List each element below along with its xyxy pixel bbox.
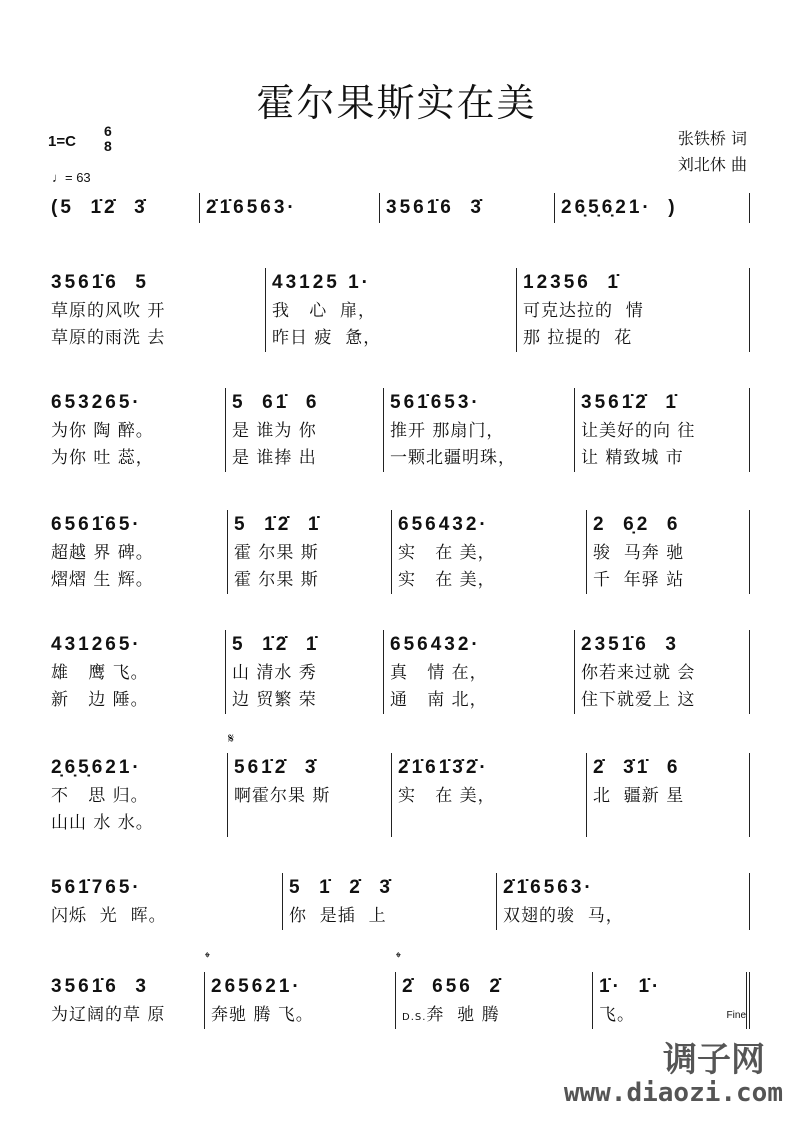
measure (575, 388, 750, 472)
measure-notes: 3561̇2̇ 1̇ (581, 392, 679, 413)
measure (587, 510, 750, 594)
watermark-url: www.diaozi.com (563, 1078, 783, 1108)
measure-notes: 2̇ 3̇1̇ 6 (593, 757, 681, 778)
key-signature: 1=C (48, 133, 76, 150)
score-system (45, 510, 750, 594)
lyric-verse-2: 霍 尔果 斯 (234, 570, 319, 590)
lyric-verse-1: 奔驰 腾 飞。 (211, 1005, 314, 1025)
lyric-verse-2 (593, 810, 749, 837)
measure (205, 950, 396, 1029)
measure (575, 630, 750, 714)
measure-notes: 2̇1̇61̇3̇2̇· (398, 757, 489, 778)
lyric-verse-2: 草原的雨洗 去 (51, 328, 166, 348)
measure (283, 873, 497, 930)
measure-notes: 2̇ 656 2̇ (402, 976, 503, 997)
measure (45, 873, 283, 930)
measure (45, 510, 228, 594)
measure-notes: 656432· (398, 514, 489, 535)
score-system (45, 388, 750, 472)
measure-notes: 5 1̇ 2̇ 3̇ (289, 877, 393, 898)
lyric-verse-1: 骏 马奔 驰 (593, 543, 685, 563)
measure (384, 630, 575, 714)
measure-notes: 12356 1̇ (523, 272, 621, 293)
lyric-verse-1: 草原的风吹 开 (51, 301, 166, 321)
measure (517, 268, 750, 352)
measure (228, 731, 392, 837)
measure-notes: 6561̇65· (51, 514, 142, 535)
lyric-verse-2: 山山 水 水。 (51, 813, 154, 833)
measure-notes: 5 1̇2̇ 1̇ (234, 514, 322, 535)
measure (593, 972, 750, 1029)
lyric-verse-2 (398, 810, 586, 837)
lyric-verse-1: 超越 界 碑。 (51, 543, 154, 563)
fine-marking: Fine (726, 1010, 746, 1021)
measure-notes: 653265· (51, 392, 142, 413)
time-sig-bottom: 8 (104, 138, 112, 154)
measure (384, 388, 575, 472)
measure (45, 972, 205, 1029)
lyric-verse-2: 实 在 美， (398, 570, 496, 590)
time-sig-top: 6 (104, 123, 112, 139)
lyric-text: 奔 驰 腾 (426, 1005, 500, 1025)
score-system (45, 193, 750, 223)
lyric-verse-2: 住下就爱上 这 (581, 690, 696, 710)
lyric-verse-2: 那 拉提的 花 (523, 328, 633, 348)
lyric-verse-2: 是 谁捧 出 (232, 448, 317, 468)
lyric-verse-2: 为你 吐 蕊， (51, 448, 154, 468)
watermark-logo: 调子网 (663, 1040, 765, 1080)
measure (555, 193, 750, 223)
lyric-verse-1: 飞。 (599, 1005, 635, 1025)
measure (228, 510, 392, 594)
measure-notes: 3561̇6 5 (51, 272, 149, 293)
measure (392, 753, 587, 837)
measure-notes: 5 1̇2̇ 1̇ (232, 634, 320, 655)
segno-icon: 𝄋 (228, 731, 235, 747)
measure-notes: 431265· (51, 634, 142, 655)
dal-segno-marking: D.S. (402, 1012, 427, 1023)
lyric-verse-2: 一颗北疆明珠， (390, 448, 516, 468)
measure (497, 873, 750, 930)
lyric-verse-1: 实 在 美， (398, 543, 496, 563)
measure-notes: 5 61̇ 6 (232, 392, 320, 413)
song-title: 霍尔果斯实在美 (256, 81, 537, 125)
measure-notes: 561̇653· (390, 392, 481, 413)
score-system (45, 630, 750, 714)
tempo-marking: ♩= 63 (52, 170, 91, 185)
lyric-verse-1: 推开 那扇门， (390, 421, 505, 441)
lyric-verse-1: 真 情 在， (390, 663, 488, 683)
lyric-verse-1: 可克达拉的 情 (523, 301, 644, 321)
score-system (45, 268, 750, 352)
measure (200, 193, 380, 223)
composer: 刘北休 曲 (677, 155, 747, 174)
lyric-verse-1: 不 思 归。 (51, 786, 149, 806)
lyric-verse-1: 为辽阔的草 原 (51, 1005, 166, 1025)
lyric-verse-2: 让 精致城 市 (581, 448, 684, 468)
coda-icon: 𝄌 (205, 950, 210, 966)
measure (45, 268, 266, 352)
measure (45, 630, 226, 714)
lyric-verse-2: 昨日 疲 惫， (272, 328, 382, 348)
coda-icon: 𝄌 (396, 950, 401, 966)
score-system (45, 873, 750, 930)
lyric-verse-2 (234, 810, 391, 837)
lyric-verse-1: 你 是插 上 (289, 906, 387, 926)
measure-notes: 3561̇6 3 (51, 976, 149, 997)
time-signature (104, 124, 112, 154)
lyric-verse-1 (402, 1002, 592, 1029)
measure (45, 193, 200, 223)
credits (678, 126, 747, 178)
measure-notes: (5 1̇2̇ 3̇ (51, 197, 148, 218)
measure (45, 388, 226, 472)
measure (226, 388, 384, 472)
measure (45, 753, 228, 837)
measure-notes: 656432· (390, 634, 481, 655)
lyric-verse-1: 啊霍尔果 斯 (234, 786, 331, 806)
measure-notes: 26̣5̣6̣21· ) (561, 197, 678, 218)
measure-notes: 2̇1̇6563· (503, 877, 594, 898)
measure-notes: 3561̇6 3̇ (386, 197, 484, 218)
measure-notes: 265621· (211, 976, 302, 997)
measure (380, 193, 555, 223)
measure-notes: 2̇1̇6563· (206, 197, 297, 218)
measure-notes: 2̣6̣5̣621· (51, 757, 142, 778)
measure-notes: 1̇· 1̇· (599, 976, 662, 997)
lyric-verse-1: 让美好的向 往 (581, 421, 696, 441)
lyricist: 张铁桥 词 (677, 129, 747, 148)
measure (266, 268, 517, 352)
lyric-verse-1: 雄 鹰 飞。 (51, 663, 149, 683)
measure-notes: 561̇2̇ 3̇ (234, 757, 319, 778)
lyric-verse-1: 双翅的骏 马， (503, 906, 624, 926)
lyric-verse-1: 我 心 扉， (272, 301, 377, 321)
measure (392, 510, 587, 594)
lyric-verse-1: 北 疆新 星 (593, 786, 685, 806)
measure (226, 630, 384, 714)
lyric-verse-2: 边 贸繁 荣 (232, 690, 317, 710)
lyric-verse-2: 通 南 北， (390, 690, 488, 710)
measure-notes: 2 6̣2 6 (593, 514, 681, 535)
lyric-verse-1: 实 在 美， (398, 786, 496, 806)
measure-notes: 561̇765· (51, 877, 142, 898)
score-system (45, 950, 750, 1029)
lyric-verse-2: 熠熠 生 辉。 (51, 570, 154, 590)
measure (396, 950, 593, 1029)
lyric-verse-2: 新 边 陲。 (51, 690, 149, 710)
score-system (45, 731, 750, 837)
lyric-verse-1: 是 谁为 你 (232, 421, 317, 441)
lyric-verse-1: 你若来过就 会 (581, 663, 696, 683)
lyric-verse-2: 千 年驿 站 (593, 570, 685, 590)
lyric-verse-1: 霍 尔果 斯 (234, 543, 319, 563)
measure-notes: 43125 1· (272, 272, 372, 293)
lyric-verse-1: 闪烁 光 晖。 (51, 906, 167, 926)
measure (587, 753, 750, 837)
measure-notes: 2351̇6 3 (581, 634, 679, 655)
lyric-verse-1: 为你 陶 醉。 (51, 421, 154, 441)
lyric-verse-1: 山 清水 秀 (232, 663, 317, 683)
